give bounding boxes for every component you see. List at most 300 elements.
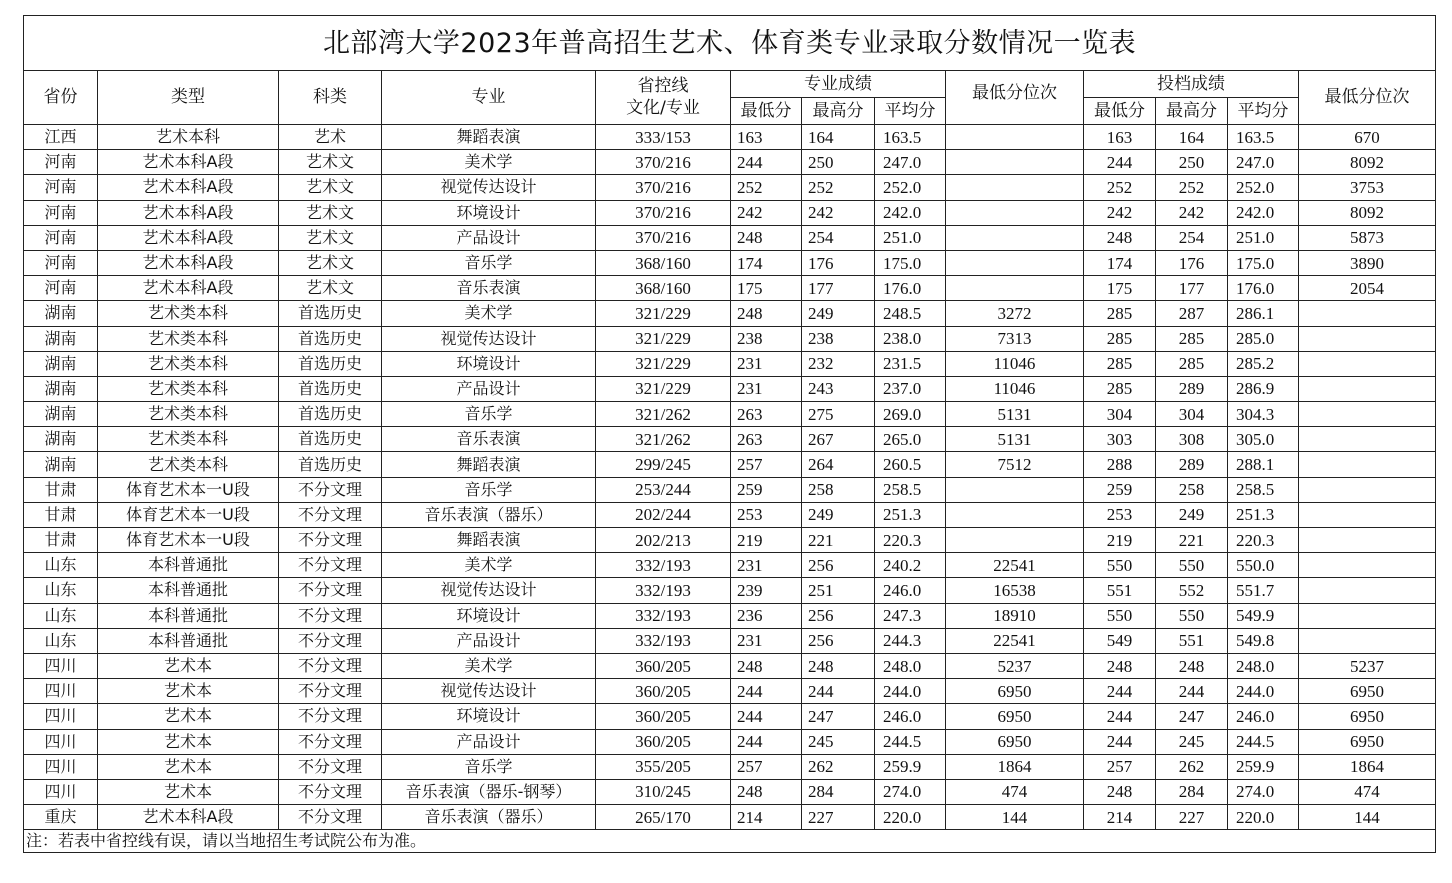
cell-type: 艺术类本科 [98, 376, 279, 401]
cell-type: 艺术本科A段 [98, 276, 279, 301]
cell-province: 湖南 [24, 452, 98, 477]
cell-major-avg: 244.5 [875, 729, 946, 754]
cell-type: 艺术本科A段 [98, 175, 279, 200]
cell-province: 山东 [24, 578, 98, 603]
cell-province: 甘肃 [24, 502, 98, 527]
cell-major: 视觉传达设计 [382, 326, 596, 351]
cell-file-min: 163 [1084, 125, 1156, 150]
table-row [24, 779, 1436, 804]
cell-control-line: 360/205 [596, 729, 731, 754]
cell-file-min: 549 [1084, 628, 1156, 653]
cell-major-min: 231 [731, 376, 802, 401]
cell-major-min: 244 [731, 729, 802, 754]
cell-major-min-rank: 474 [946, 779, 1084, 804]
cell-major-min-rank [946, 250, 1084, 275]
cell-major-min-rank: 5131 [946, 402, 1084, 427]
cell-major-min: 214 [731, 805, 802, 830]
cell-major-avg: 238.0 [875, 326, 946, 351]
cell-category: 不分文理 [279, 779, 382, 804]
cell-major-avg: 163.5 [875, 125, 946, 150]
cell-control-line: 360/205 [596, 704, 731, 729]
cell-file-avg: 176.0 [1228, 276, 1299, 301]
cell-major-min-rank [946, 502, 1084, 527]
cell-type: 艺术本科A段 [98, 250, 279, 275]
cell-major-max: 256 [802, 628, 875, 653]
cell-file-min-rank [1299, 351, 1436, 376]
cell-file-min: 242 [1084, 200, 1156, 225]
cell-type: 本科普通批 [98, 578, 279, 603]
cell-file-max: 552 [1156, 578, 1228, 603]
cell-category: 艺术 [279, 125, 382, 150]
header-major-max: 最高分 [802, 98, 875, 125]
cell-major-min: 163 [731, 125, 802, 150]
cell-major-max: 247 [802, 704, 875, 729]
cell-major-avg: 265.0 [875, 427, 946, 452]
header-file-score-group: 投档成绩 [1084, 71, 1299, 98]
cell-major-avg: 252.0 [875, 175, 946, 200]
cell-file-min-rank: 1864 [1299, 754, 1436, 779]
cell-type: 艺术本 [98, 704, 279, 729]
cell-category: 不分文理 [279, 704, 382, 729]
table-row [24, 125, 1436, 150]
cell-file-min-rank: 6950 [1299, 704, 1436, 729]
cell-file-avg: 550.0 [1228, 553, 1299, 578]
cell-type: 艺术本科A段 [98, 200, 279, 225]
cell-control-line: 321/262 [596, 427, 731, 452]
cell-major-min: 253 [731, 502, 802, 527]
cell-control-line: 355/205 [596, 754, 731, 779]
cell-control-line: 368/160 [596, 276, 731, 301]
cell-major-min: 244 [731, 679, 802, 704]
cell-major-min-rank [946, 175, 1084, 200]
cell-category: 不分文理 [279, 628, 382, 653]
cell-major-min-rank: 11046 [946, 351, 1084, 376]
cell-province: 河南 [24, 250, 98, 275]
cell-type: 艺术本 [98, 779, 279, 804]
cell-major: 环境设计 [382, 603, 596, 628]
cell-major-min: 238 [731, 326, 802, 351]
cell-major: 舞蹈表演 [382, 125, 596, 150]
cell-major-min-rank [946, 225, 1084, 250]
cell-province: 河南 [24, 225, 98, 250]
cell-major-avg: 240.2 [875, 553, 946, 578]
cell-control-line: 370/216 [596, 200, 731, 225]
cell-major-min: 248 [731, 225, 802, 250]
cell-control-line: 253/244 [596, 477, 731, 502]
cell-control-line: 321/229 [596, 301, 731, 326]
cell-file-min-rank [1299, 326, 1436, 351]
table-row [24, 452, 1436, 477]
cell-file-min-rank: 670 [1299, 125, 1436, 150]
table-row [24, 502, 1436, 527]
cell-province: 山东 [24, 628, 98, 653]
cell-major-min-rank [946, 200, 1084, 225]
cell-province: 湖南 [24, 402, 98, 427]
cell-file-max: 247 [1156, 704, 1228, 729]
cell-major-avg: 269.0 [875, 402, 946, 427]
header-control-line [596, 71, 731, 125]
cell-major-max: 243 [802, 376, 875, 401]
cell-major: 音乐表演（器乐） [382, 805, 596, 830]
cell-control-line: 332/193 [596, 628, 731, 653]
cell-province: 山东 [24, 603, 98, 628]
cell-major-min: 242 [731, 200, 802, 225]
cell-major-min-rank: 6950 [946, 704, 1084, 729]
cell-type: 艺术类本科 [98, 452, 279, 477]
cell-major-avg: 248.0 [875, 653, 946, 678]
cell-control-line: 332/193 [596, 553, 731, 578]
cell-file-avg: 549.8 [1228, 628, 1299, 653]
cell-major-min: 257 [731, 754, 802, 779]
cell-major-min: 231 [731, 628, 802, 653]
cell-file-min: 175 [1084, 276, 1156, 301]
cell-file-min: 244 [1084, 704, 1156, 729]
cell-control-line: 333/153 [596, 125, 731, 150]
cell-file-avg: 286.9 [1228, 376, 1299, 401]
cell-major: 环境设计 [382, 200, 596, 225]
cell-major-avg: 251.3 [875, 502, 946, 527]
header-major: 专业 [382, 71, 596, 125]
cell-major-min-rank: 6950 [946, 729, 1084, 754]
cell-file-max: 285 [1156, 326, 1228, 351]
cell-major-min: 231 [731, 351, 802, 376]
cell-file-avg: 285.0 [1228, 326, 1299, 351]
cell-major-min: 248 [731, 301, 802, 326]
cell-major: 视觉传达设计 [382, 578, 596, 603]
cell-file-avg: 251.3 [1228, 502, 1299, 527]
cell-major: 产品设计 [382, 628, 596, 653]
cell-major-avg: 244.3 [875, 628, 946, 653]
cell-province: 四川 [24, 779, 98, 804]
header-province: 省份 [24, 71, 98, 125]
cell-control-line: 370/216 [596, 150, 731, 175]
cell-file-avg: 220.0 [1228, 805, 1299, 830]
cell-file-max: 551 [1156, 628, 1228, 653]
cell-major-avg: 248.5 [875, 301, 946, 326]
header-control-line-title: 省控线 [637, 76, 689, 97]
cell-file-avg: 286.1 [1228, 301, 1299, 326]
cell-major-min-rank: 22541 [946, 628, 1084, 653]
cell-file-max: 248 [1156, 653, 1228, 678]
cell-file-avg: 288.1 [1228, 452, 1299, 477]
cell-file-min: 252 [1084, 175, 1156, 200]
cell-major-min-rank: 1864 [946, 754, 1084, 779]
cell-file-min-rank [1299, 452, 1436, 477]
cell-file-min: 253 [1084, 502, 1156, 527]
cell-file-min-rank [1299, 477, 1436, 502]
table-row [24, 729, 1436, 754]
admission-score-sheet [23, 15, 1435, 853]
cell-control-line: 202/244 [596, 502, 731, 527]
cell-major-min-rank [946, 150, 1084, 175]
cell-major-avg: 247.3 [875, 603, 946, 628]
cell-file-max: 227 [1156, 805, 1228, 830]
cell-control-line: 321/229 [596, 376, 731, 401]
cell-major: 产品设计 [382, 729, 596, 754]
cell-file-max: 254 [1156, 225, 1228, 250]
cell-major-avg: 175.0 [875, 250, 946, 275]
cell-category: 不分文理 [279, 477, 382, 502]
cell-category: 艺术文 [279, 250, 382, 275]
cell-major-avg: 258.5 [875, 477, 946, 502]
cell-file-max: 258 [1156, 477, 1228, 502]
cell-major-avg: 246.0 [875, 704, 946, 729]
cell-file-min: 285 [1084, 351, 1156, 376]
cell-file-min: 248 [1084, 225, 1156, 250]
cell-control-line: 370/216 [596, 175, 731, 200]
cell-file-min-rank: 3890 [1299, 250, 1436, 275]
cell-major: 美术学 [382, 150, 596, 175]
cell-file-min: 550 [1084, 603, 1156, 628]
cell-type: 艺术本 [98, 729, 279, 754]
cell-file-min-rank: 474 [1299, 779, 1436, 804]
cell-major-min: 219 [731, 528, 802, 553]
cell-major: 美术学 [382, 301, 596, 326]
cell-major: 视觉传达设计 [382, 679, 596, 704]
cell-file-min: 219 [1084, 528, 1156, 553]
cell-category: 不分文理 [279, 679, 382, 704]
cell-major: 音乐表演 [382, 276, 596, 301]
table-row [24, 225, 1436, 250]
cell-control-line: 360/205 [596, 679, 731, 704]
table-row [24, 578, 1436, 603]
cell-province: 四川 [24, 729, 98, 754]
cell-file-avg: 244.0 [1228, 679, 1299, 704]
cell-file-max: 177 [1156, 276, 1228, 301]
cell-major-min: 236 [731, 603, 802, 628]
cell-type: 体育艺术本一U段 [98, 528, 279, 553]
cell-major-min: 248 [731, 653, 802, 678]
cell-major-max: 176 [802, 250, 875, 275]
cell-category: 不分文理 [279, 502, 382, 527]
cell-file-avg: 247.0 [1228, 150, 1299, 175]
cell-file-min: 551 [1084, 578, 1156, 603]
cell-major-max: 250 [802, 150, 875, 175]
cell-file-min: 244 [1084, 729, 1156, 754]
cell-province: 甘肃 [24, 477, 98, 502]
cell-major-min: 244 [731, 150, 802, 175]
cell-category: 不分文理 [279, 805, 382, 830]
cell-major: 音乐学 [382, 754, 596, 779]
cell-major-min: 175 [731, 276, 802, 301]
cell-file-avg: 175.0 [1228, 250, 1299, 275]
cell-major-min-rank: 3272 [946, 301, 1084, 326]
cell-major-avg: 247.0 [875, 150, 946, 175]
cell-category: 艺术文 [279, 276, 382, 301]
cell-major-min: 244 [731, 704, 802, 729]
cell-control-line: 202/213 [596, 528, 731, 553]
cell-category: 首选历史 [279, 452, 382, 477]
cell-major: 舞蹈表演 [382, 528, 596, 553]
cell-file-min: 244 [1084, 679, 1156, 704]
table-row [24, 603, 1436, 628]
cell-type: 艺术本科 [98, 125, 279, 150]
cell-major-min-rank [946, 276, 1084, 301]
cell-major: 音乐学 [382, 477, 596, 502]
cell-file-min: 285 [1084, 376, 1156, 401]
cell-file-min: 259 [1084, 477, 1156, 502]
cell-type: 艺术本科A段 [98, 225, 279, 250]
cell-major-min-rank: 5237 [946, 653, 1084, 678]
cell-type: 艺术类本科 [98, 427, 279, 452]
cell-type: 本科普通批 [98, 603, 279, 628]
cell-category: 艺术文 [279, 200, 382, 225]
cell-major-avg: 220.0 [875, 805, 946, 830]
table-row [24, 427, 1436, 452]
table-row [24, 301, 1436, 326]
cell-province: 四川 [24, 704, 98, 729]
cell-file-min: 304 [1084, 402, 1156, 427]
cell-file-max: 289 [1156, 376, 1228, 401]
cell-type: 艺术类本科 [98, 301, 279, 326]
cell-province: 重庆 [24, 805, 98, 830]
cell-file-min: 248 [1084, 653, 1156, 678]
cell-category: 不分文理 [279, 729, 382, 754]
cell-file-min: 244 [1084, 150, 1156, 175]
cell-major-max: 177 [802, 276, 875, 301]
cell-major-max: 227 [802, 805, 875, 830]
cell-major-min-rank: 18910 [946, 603, 1084, 628]
header-file-min-rank: 最低分位次 [1299, 71, 1436, 125]
cell-major-min: 263 [731, 427, 802, 452]
cell-control-line: 332/193 [596, 578, 731, 603]
table-row [24, 679, 1436, 704]
cell-major-max: 258 [802, 477, 875, 502]
cell-file-max: 164 [1156, 125, 1228, 150]
cell-major: 音乐学 [382, 402, 596, 427]
cell-major-avg: 246.0 [875, 578, 946, 603]
cell-major-min-rank: 11046 [946, 376, 1084, 401]
cell-type: 艺术类本科 [98, 351, 279, 376]
cell-major-avg: 237.0 [875, 376, 946, 401]
cell-category: 不分文理 [279, 553, 382, 578]
header-file-max: 最高分 [1156, 98, 1228, 125]
cell-province: 河南 [24, 200, 98, 225]
cell-control-line: 370/216 [596, 225, 731, 250]
cell-file-avg: 304.3 [1228, 402, 1299, 427]
footnote: 注：若表中省控线有误，请以当地招生考试院公布为准。 [24, 830, 1436, 853]
cell-major-avg: 244.0 [875, 679, 946, 704]
cell-file-max: 304 [1156, 402, 1228, 427]
cell-control-line: 265/170 [596, 805, 731, 830]
cell-file-avg: 246.0 [1228, 704, 1299, 729]
cell-file-avg: 220.3 [1228, 528, 1299, 553]
cell-control-line: 321/262 [596, 402, 731, 427]
cell-major-min-rank: 5131 [946, 427, 1084, 452]
cell-major-min-rank: 22541 [946, 553, 1084, 578]
cell-major: 音乐表演（器乐） [382, 502, 596, 527]
cell-file-avg: 244.5 [1228, 729, 1299, 754]
cell-province: 湖南 [24, 326, 98, 351]
table-row [24, 276, 1436, 301]
cell-category: 不分文理 [279, 578, 382, 603]
cell-file-avg: 259.9 [1228, 754, 1299, 779]
cell-major-min: 248 [731, 779, 802, 804]
cell-major-max: 264 [802, 452, 875, 477]
cell-major-max: 245 [802, 729, 875, 754]
cell-file-avg: 251.0 [1228, 225, 1299, 250]
cell-file-max: 221 [1156, 528, 1228, 553]
table-row [24, 250, 1436, 275]
cell-file-min-rank: 5237 [1299, 653, 1436, 678]
cell-province: 河南 [24, 175, 98, 200]
cell-major-min: 239 [731, 578, 802, 603]
cell-major-min-rank [946, 125, 1084, 150]
cell-file-min: 285 [1084, 326, 1156, 351]
header-type: 类型 [98, 71, 279, 125]
cell-type: 艺术本 [98, 679, 279, 704]
cell-major: 美术学 [382, 553, 596, 578]
cell-major-avg: 260.5 [875, 452, 946, 477]
cell-major-min: 257 [731, 452, 802, 477]
cell-type: 艺术本科A段 [98, 805, 279, 830]
table-row [24, 704, 1436, 729]
cell-category: 不分文理 [279, 528, 382, 553]
cell-major-min-rank: 7313 [946, 326, 1084, 351]
cell-file-min: 285 [1084, 301, 1156, 326]
cell-major: 音乐学 [382, 250, 596, 275]
cell-category: 不分文理 [279, 603, 382, 628]
cell-major-max: 221 [802, 528, 875, 553]
table-row [24, 653, 1436, 678]
cell-file-min-rank [1299, 628, 1436, 653]
cell-major-avg: 176.0 [875, 276, 946, 301]
cell-major-max: 254 [802, 225, 875, 250]
cell-file-avg: 285.2 [1228, 351, 1299, 376]
cell-file-min-rank: 8092 [1299, 200, 1436, 225]
cell-province: 四川 [24, 653, 98, 678]
cell-file-max: 287 [1156, 301, 1228, 326]
cell-category: 艺术文 [279, 150, 382, 175]
cell-major-max: 267 [802, 427, 875, 452]
header-file-avg: 平均分 [1228, 98, 1299, 125]
cell-major-avg: 231.5 [875, 351, 946, 376]
cell-major-max: 249 [802, 301, 875, 326]
cell-file-max: 242 [1156, 200, 1228, 225]
cell-province: 江西 [24, 125, 98, 150]
cell-control-line: 368/160 [596, 250, 731, 275]
header-file-min: 最低分 [1084, 98, 1156, 125]
header-control-line-sub: 文化/专业 [626, 97, 700, 118]
cell-file-min-rank [1299, 603, 1436, 628]
cell-file-min: 174 [1084, 250, 1156, 275]
cell-type: 体育艺术本一U段 [98, 477, 279, 502]
cell-category: 首选历史 [279, 427, 382, 452]
cell-file-avg: 549.9 [1228, 603, 1299, 628]
cell-file-avg: 258.5 [1228, 477, 1299, 502]
cell-category: 首选历史 [279, 376, 382, 401]
cell-major-min-rank: 144 [946, 805, 1084, 830]
cell-province: 湖南 [24, 427, 98, 452]
cell-major-max: 164 [802, 125, 875, 150]
cell-major-avg: 251.0 [875, 225, 946, 250]
cell-major: 美术学 [382, 653, 596, 678]
cell-major-avg: 259.9 [875, 754, 946, 779]
cell-province: 湖南 [24, 376, 98, 401]
cell-file-min-rank: 2054 [1299, 276, 1436, 301]
cell-major-min-rank: 16538 [946, 578, 1084, 603]
table-row [24, 628, 1436, 653]
table-row [24, 175, 1436, 200]
cell-file-avg: 551.7 [1228, 578, 1299, 603]
cell-file-min-rank [1299, 376, 1436, 401]
cell-major-min-rank [946, 477, 1084, 502]
cell-province: 河南 [24, 276, 98, 301]
cell-province: 四川 [24, 679, 98, 704]
cell-file-min-rank [1299, 528, 1436, 553]
admission-score-table [23, 15, 1436, 853]
cell-major-max: 244 [802, 679, 875, 704]
